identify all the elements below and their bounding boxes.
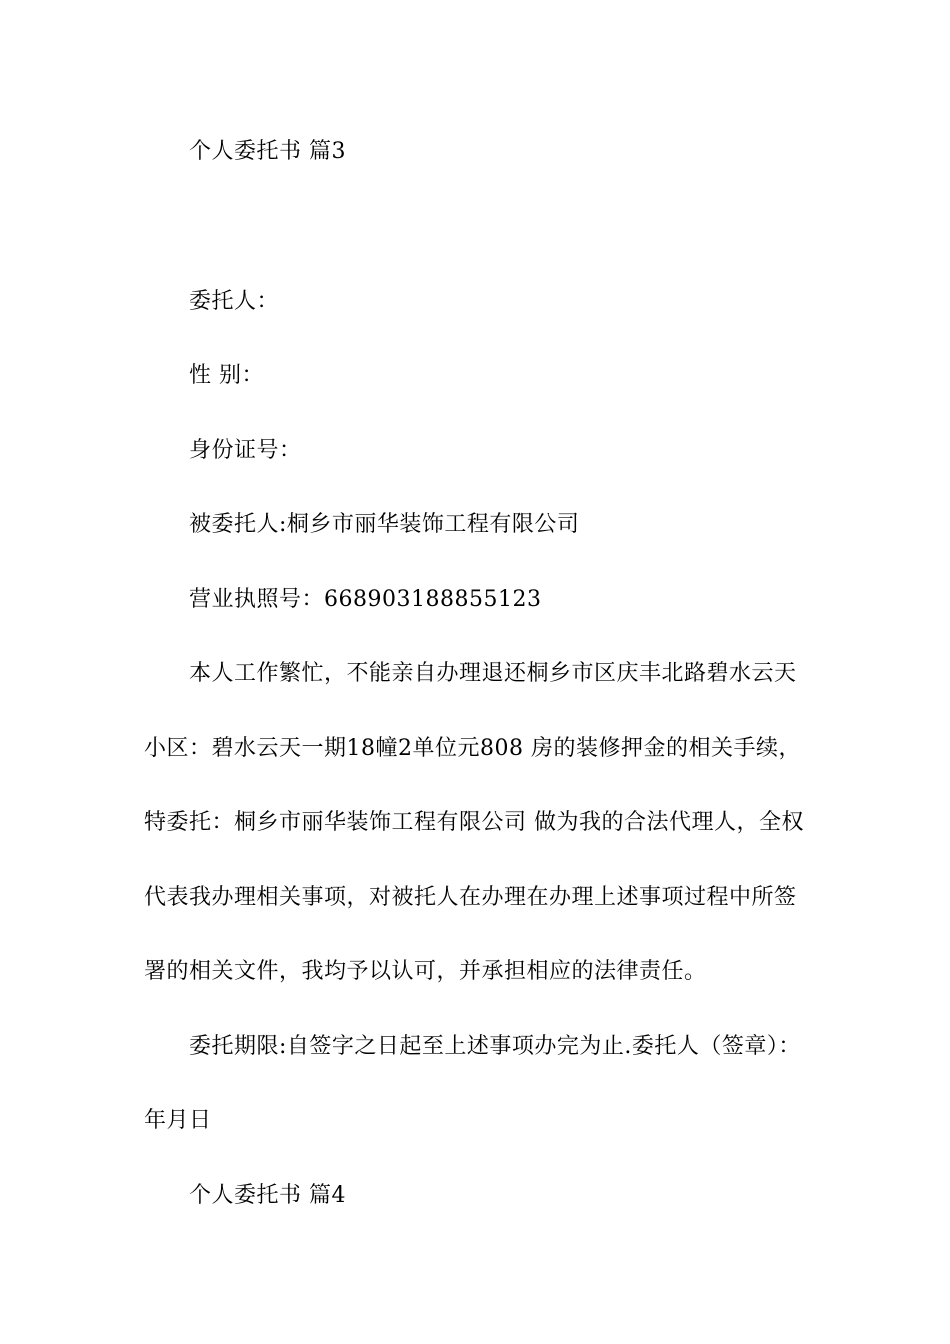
principal-field: 委托人： xyxy=(189,289,280,314)
body-line: 小区：碧水云天一期18幢2单位元808 房的装修押金的相关手续， xyxy=(144,736,801,761)
body-line: 本人工作繁忙，不能亲自办理退还桐乡市区庆丰北路碧水云天 xyxy=(189,661,797,686)
id-number-field: 身份证号： xyxy=(189,438,302,463)
agent-field: 被委托人:桐乡市丽华装饰工程有限公司 xyxy=(189,512,580,537)
section-4-heading: 个人委托书 篇4 xyxy=(189,1183,346,1208)
body-line: 代表我办理相关事项，对被托人在办理在办理上述事项过程中所签 xyxy=(144,885,797,910)
gender-field: 性 别： xyxy=(189,363,264,388)
section-3-heading: 个人委托书 篇3 xyxy=(189,139,346,164)
license-field: 营业执照号：668903188855123 xyxy=(189,587,542,612)
date-line: 年月日 xyxy=(144,1108,212,1133)
body-line: 署的相关文件，我均予以认可，并承担相应的法律责任。 xyxy=(144,959,707,984)
term-line: 委托期限:自签字之日起至上述事项办完为止.委托人（签章）： xyxy=(189,1034,801,1059)
body-line: 特委托：桐乡市丽华装饰工程有限公司 做为我的合法代理人，全权 xyxy=(144,810,804,835)
